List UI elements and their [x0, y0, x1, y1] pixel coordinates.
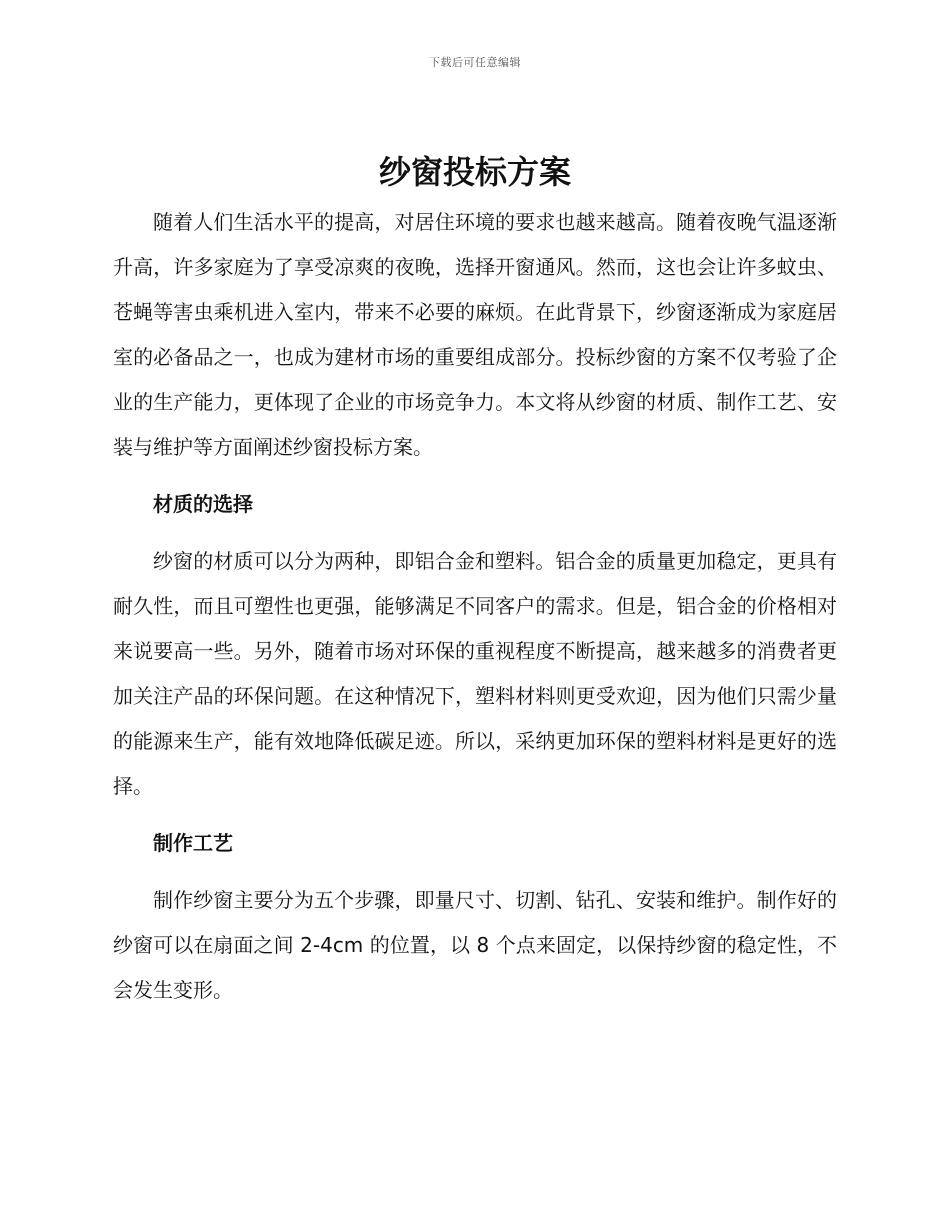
header-note: 下载后可任意编辑 — [429, 56, 521, 69]
intro-paragraph: 随着人们生活水平的提高，对居住环境的要求也越来越高。随着夜晚气温逐渐升高，许多家庭为了享受凉爽的夜晚，选择开窗通风。然而，这也会让许多蚊虫、苍蝇等害虫乘机进入室内，带来不必要的麻烦。在此背景下，纱窗逐渐成为家庭居室的必备品之一，也成为建材市场的重要组成部分。投标纱窗的方案不仅考验了企业的生产能力，更体现了企业的市场竞争力。本文将从纱窗的材质、制作工艺、安装与维护等方面阐述纱窗投标方案。 — [113, 210, 837, 459]
document-body — [113, 200, 837, 1013]
section-heading-craft: 制作工艺 — [153, 831, 233, 855]
document-title: 纱窗投标方案 — [378, 153, 571, 191]
section-body-materials: 纱窗的材质可以分为两种，即铝合金和塑料。铝合金的质量更加稳定，更具有耐久性，而且可塑性也更强，能够满足不同客户的需求。但是，铝合金的价格相对来说要高一些。另外，随着市场对环保的重视程度不断提高，越来越多的消费者更加关注产品的环保问题。在这种情况下，塑料材料则更受欢迎，因为他们只需少量的能源来生产，能有效地降低碳足迹。所以，采纳更加环保的塑料材料是更好的选择。 — [113, 549, 837, 798]
section-body-craft: 制作纱窗主要分为五个步骤，即量尺寸、切割、钻孔、安装和维护。制作好的纱窗可以在扇面之间 2-4cm 的位置，以 8 个点来固定，以保持纱窗的稳定性，不会发生变形。 — [113, 888, 837, 1002]
section-heading-materials: 材质的选择 — [153, 492, 253, 516]
